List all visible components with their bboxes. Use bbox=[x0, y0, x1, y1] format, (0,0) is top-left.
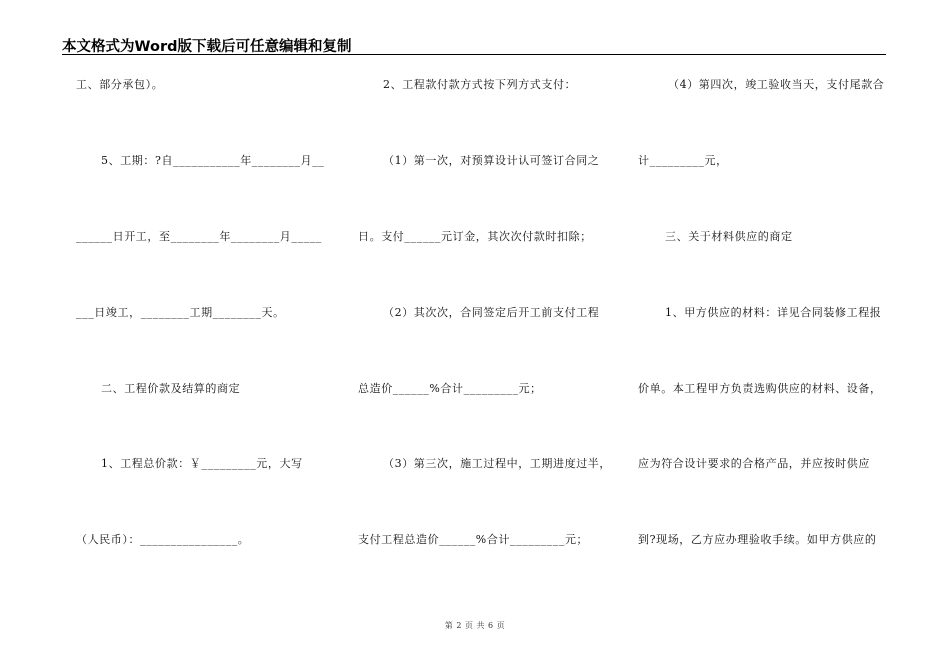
header-divider bbox=[62, 54, 886, 55]
text-line: 2、工程款付款方式按下列方式支付： bbox=[383, 78, 577, 91]
text-line: ______日开工，至________年________月_____ bbox=[76, 230, 322, 243]
text-column-1 bbox=[76, 78, 326, 548]
text-line: （人民币）：________________。 bbox=[76, 533, 250, 546]
text-line: 工、部分承包）。 bbox=[76, 78, 164, 91]
text-line: 三、关于材料供应的商定 bbox=[665, 230, 793, 243]
page-number: 第 2 页 共 6 页 bbox=[444, 621, 506, 630]
text-line: （2）其次次，合同签定后开工前支付工程 bbox=[383, 306, 600, 319]
text-line: 1、工程总价款：￥_________元，大写 bbox=[101, 457, 303, 470]
text-line: 总造价______%合计_________元； bbox=[358, 382, 542, 395]
document-header-title: 本文格式为Word版下载后可任意编辑和复制 bbox=[62, 39, 352, 55]
text-column-2 bbox=[358, 78, 616, 548]
text-line: 价单。本工程甲方负责选购供应的材料、设备， bbox=[638, 382, 882, 395]
text-column-3 bbox=[638, 78, 892, 548]
text-line: （3）第三次，施工过程中，工期进度过半， bbox=[383, 457, 611, 470]
text-line: 日。支付______元订金，其次次付款时扣除； bbox=[358, 230, 592, 243]
text-line: ___日竣工，________工期________天。 bbox=[76, 306, 285, 319]
text-line: （4）第四次，竣工验收当天，支付尾款合 bbox=[668, 78, 885, 91]
text-line: 二、工程价款及结算的商定 bbox=[101, 382, 241, 395]
text-line: 到?现场，乙方应办理验收手续。如甲方供应的 bbox=[638, 533, 877, 546]
text-line: 支付工程总造价______%合计_________元； bbox=[358, 533, 589, 546]
text-line: 5、工期：?自___________年________月__ bbox=[101, 154, 325, 167]
text-line: 应为符合设计要求的合格产品，并应按时供应 bbox=[638, 457, 870, 470]
text-line: （1）第一次，对预算设计认可签订合同之 bbox=[383, 154, 600, 167]
text-line: 计_________元， bbox=[638, 154, 728, 167]
text-line: 1、甲方供应的材料：详见合同装修工程报 bbox=[665, 306, 882, 319]
